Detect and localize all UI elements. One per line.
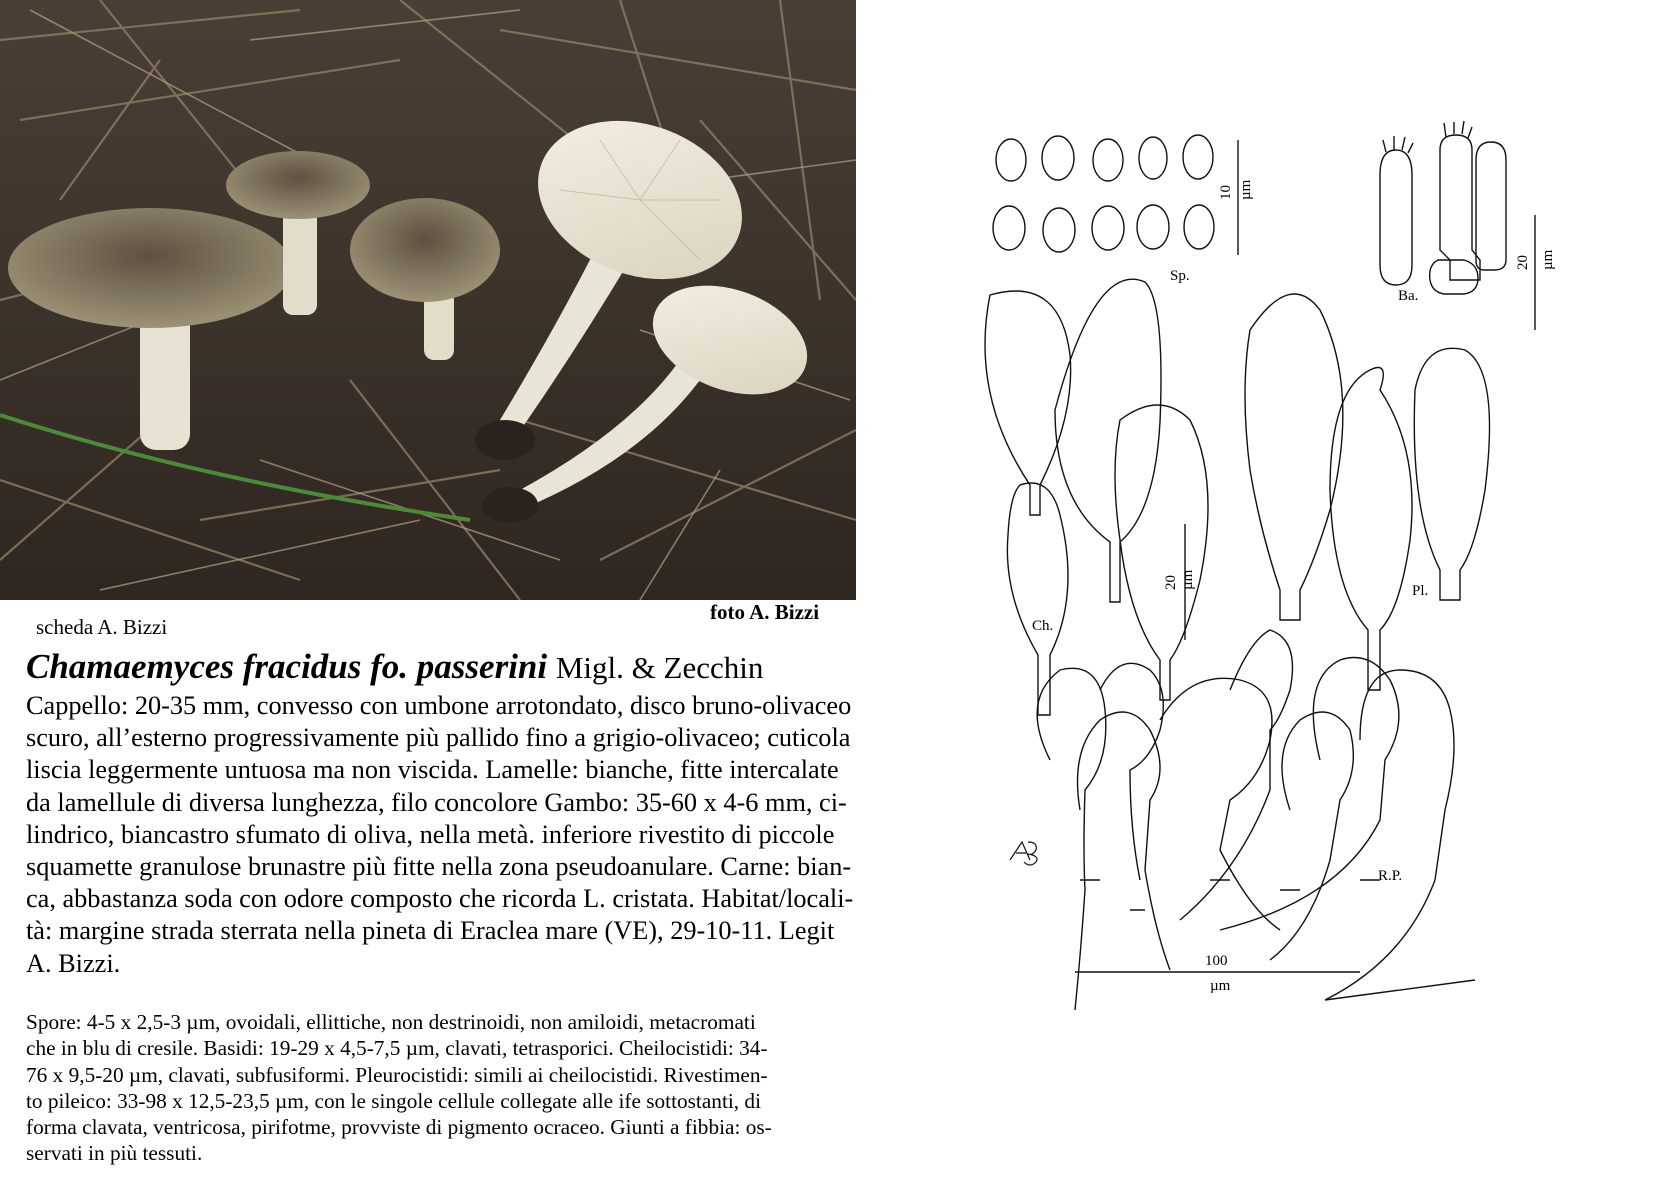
description-line: squamette granulose brunastre più fitte nella zona pseudoanulare. Carne: bian-: [26, 852, 852, 882]
description-line: ca, abbastanza soda con odore composto che ricorda L. cristata. Habitat/locali-: [26, 884, 854, 914]
spores-label: Sp.: [1170, 268, 1190, 284]
description-line: lindrico, biancastro sfumato di oliva, nella metà. inferiore rivestito di piccole: [26, 819, 835, 849]
basidia-drawing: [1380, 121, 1506, 294]
pileipellis-label: R.P.: [1378, 868, 1403, 884]
pileipellis-drawing: [1037, 630, 1475, 1010]
micro-line: servati in più tessuti.: [26, 1141, 203, 1166]
spores-drawing: [993, 135, 1214, 252]
description-line: Cappello: 20-35 mm, convesso con umbone arrotondato, disco bruno-olivaceo: [26, 691, 852, 720]
micro-description: [26, 1009, 906, 1167]
species-name: Chamaemyces fracidus fo. passerini: [26, 647, 548, 686]
photo-credit: foto A. Bizzi: [710, 600, 820, 624]
sheet-credit: scheda A. Bizzi: [36, 615, 168, 639]
cheilocystidia-drawing: [985, 279, 1208, 715]
cheilocystidia-label: Ch.: [1032, 618, 1054, 634]
description-line: scuro, all’esterno progressivamente più pallido fino a grigio-olivaceo; cuticola: [26, 723, 851, 753]
pleurocystidia-label: Pl.: [1412, 583, 1429, 599]
macro-description: [26, 690, 906, 980]
cheilocystidia-unit: µm: [1180, 569, 1196, 590]
micro-line: che in blu di cresile. Basidi: 19-29 x 4,5-7,5 µm, clavati, tetrasporici. Cheilocistidi: 34-: [26, 1036, 768, 1061]
pileipellis-unit: µm: [1210, 978, 1231, 994]
mushroom-photo: [0, 0, 856, 600]
cheilocystidia-scale: 20: [1163, 575, 1179, 590]
artist-signature: [1010, 842, 1037, 865]
description-line: da lamellule di diversa lunghezza, filo concolore Gambo: 35-60 x 4-6 mm, ci-: [26, 787, 847, 817]
description-line: A. Bizzi.: [26, 948, 121, 978]
species-authors: Migl. & Zecchin: [555, 650, 764, 685]
description-line: liscia leggermente untuosa ma non viscida. Lamelle: bianche, fitte intercalate: [26, 755, 839, 785]
micro-line: forma clavata, ventricosa, pirifotme, provviste di pigmento ocraceo. Giunti a fibbia: os-: [26, 1115, 772, 1140]
spores-scale: 10: [1218, 185, 1234, 200]
microscopy-drawings: [960, 120, 1640, 1080]
micro-line: 76 x 9,5-20 µm, clavati, subfusiformi. Pleurocistidi: simili ai cheilocistidi. Rivestimen-: [26, 1062, 768, 1087]
description-line: tà: margine strada sterrata nella pineta di Eraclea mare (VE), 29-10-11. Legit: [26, 916, 835, 946]
basidia-label: Ba.: [1398, 288, 1419, 304]
pleurocystidia-drawing: [1245, 294, 1490, 690]
species-title: [26, 647, 763, 687]
basidia-unit: µm: [1540, 249, 1556, 270]
basidia-scale: 20: [1515, 255, 1531, 270]
pileipellis-scale: 100: [1205, 953, 1228, 969]
micro-line: Spore: 4-5 x 2,5-3 µm, ovoidali, ellittiche, non destrinoidi, non amiloidi, metacromati: [26, 1010, 756, 1034]
spores-unit: µm: [1238, 179, 1254, 200]
micro-line: to pileico: 33-98 x 12,5-23,5 µm, con le singole cellule collegate alle ife sottostanti, di: [26, 1088, 762, 1113]
